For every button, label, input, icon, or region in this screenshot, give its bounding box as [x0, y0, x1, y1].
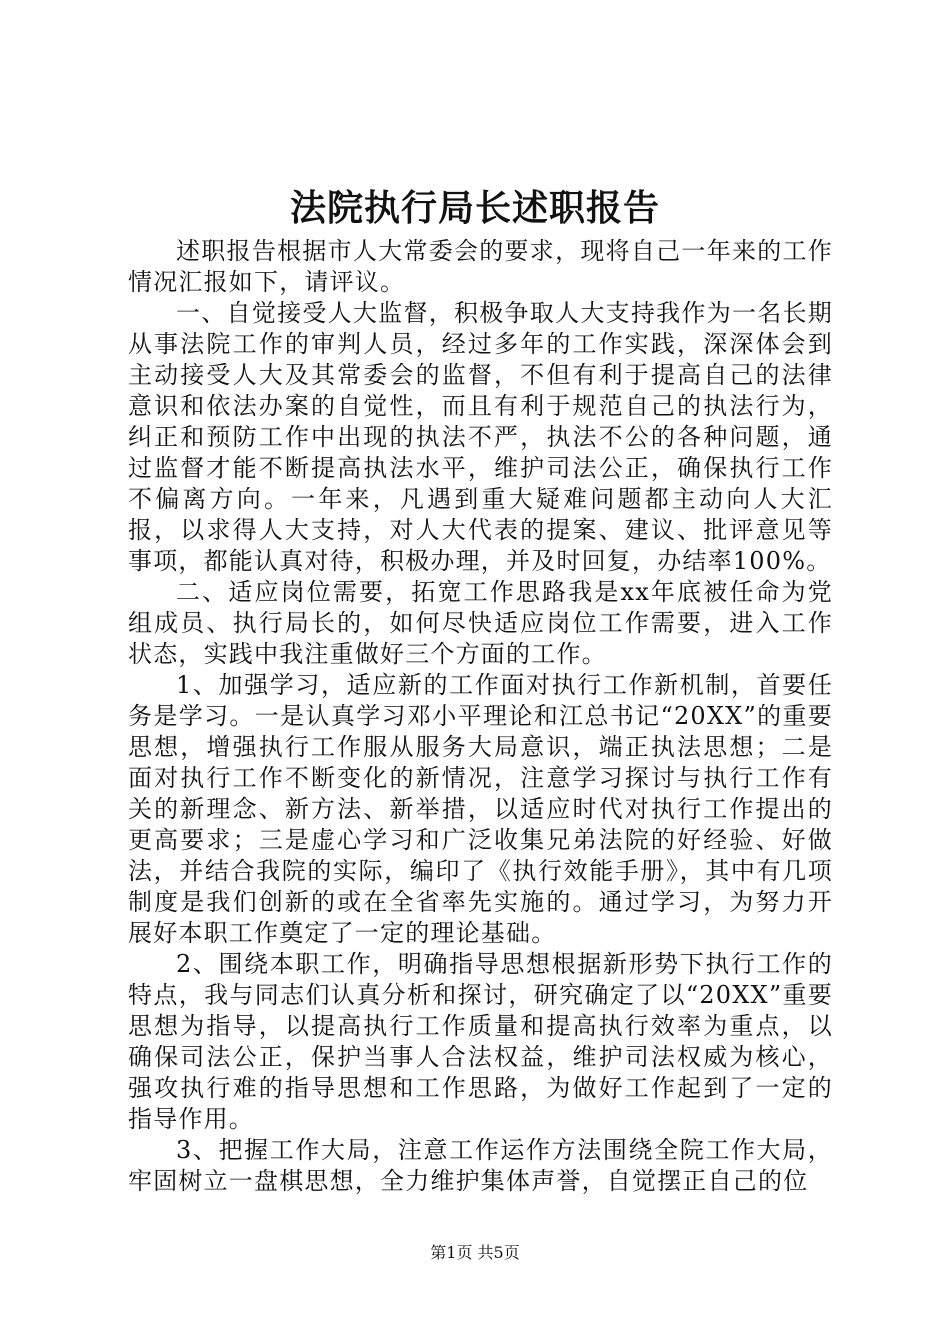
paragraph-item-3: 3、把握工作大局，注意工作运作方法围绕全院工作大局，牢固树立一盘棋思想，全力维护集体声誉，自觉摆正自己的位	[128, 1136, 833, 1195]
document-title: 法院执行局长述职报告	[289, 187, 660, 229]
paragraph-intro: 述职报告根据市人大常委会的要求，现将自己一年来的工作情况汇报如下，请评议。	[128, 237, 833, 296]
paragraph-section-2: 二、适应岗位需要，拓宽工作思路我是xx年底被任命为党组成员、执行局长的，如何尽快适应岗位工作需要，进入工作状态，实践中我注重做好三个方面的工作。	[128, 578, 833, 668]
page-footer: 第1页 共5页	[430, 1243, 520, 1262]
paragraph-item-1: 1、加强学习，适应新的工作面对执行工作新机制，首要任务是学习。一是认真学习邓小平理论和江总书记“20XX”的重要思想，增强执行工作服从服务大局意识，端正执法思想；二是面对执行工作不断变化的新情况，注意学习探讨与执行工作有关的新理念、新方法、新举措，以适应时代对执行工作提出的更高要求；三是虚心学习和广泛收集兄弟法院的好经验、好做法，并结合我院的实际，编印了《执行效能手册》，其中有几项制度是我们创新的或在全省率先实施的。通过学习，为努力开展好本职工作奠定了一定的理论基础。	[128, 671, 833, 947]
paragraph-item-2: 2、围绕本职工作，明确指导思想根据新形势下执行工作的特点，我与同志们认真分析和探讨，研究确定了以“20XX”重要思想为指导，以提高执行工作质量和提高执行效率为重点，以确保司法公正，保护当事人合法权益，维护司法权威为核心，强攻执行难的指导思想和工作思路，为做好工作起到了一定的指导作用。	[128, 950, 833, 1133]
paragraph-section-1: 一、自觉接受人大监督，积极争取人大支持我作为一名长期从事法院工作的审判人员，经过多年的工作实践，深深体会到主动接受人大及其常委会的监督，不但有利于提高自己的法律意识和依法办案的自觉性，而且有利于规范自己的执法行为，纠正和预防工作中出现的执法不严，执法不公的各种问题，通过监督才能不断提高执法水平，维护司法公正，确保执行工作不偏离方向。一年来，凡遇到重大疑难问题都主动向人大汇报，以求得人大支持，对人大代表的提案、建议、批评意见等事项，都能认真对待，积极办理，并及时回复，办结率100%。	[128, 299, 833, 575]
document-body	[128, 236, 833, 1197]
